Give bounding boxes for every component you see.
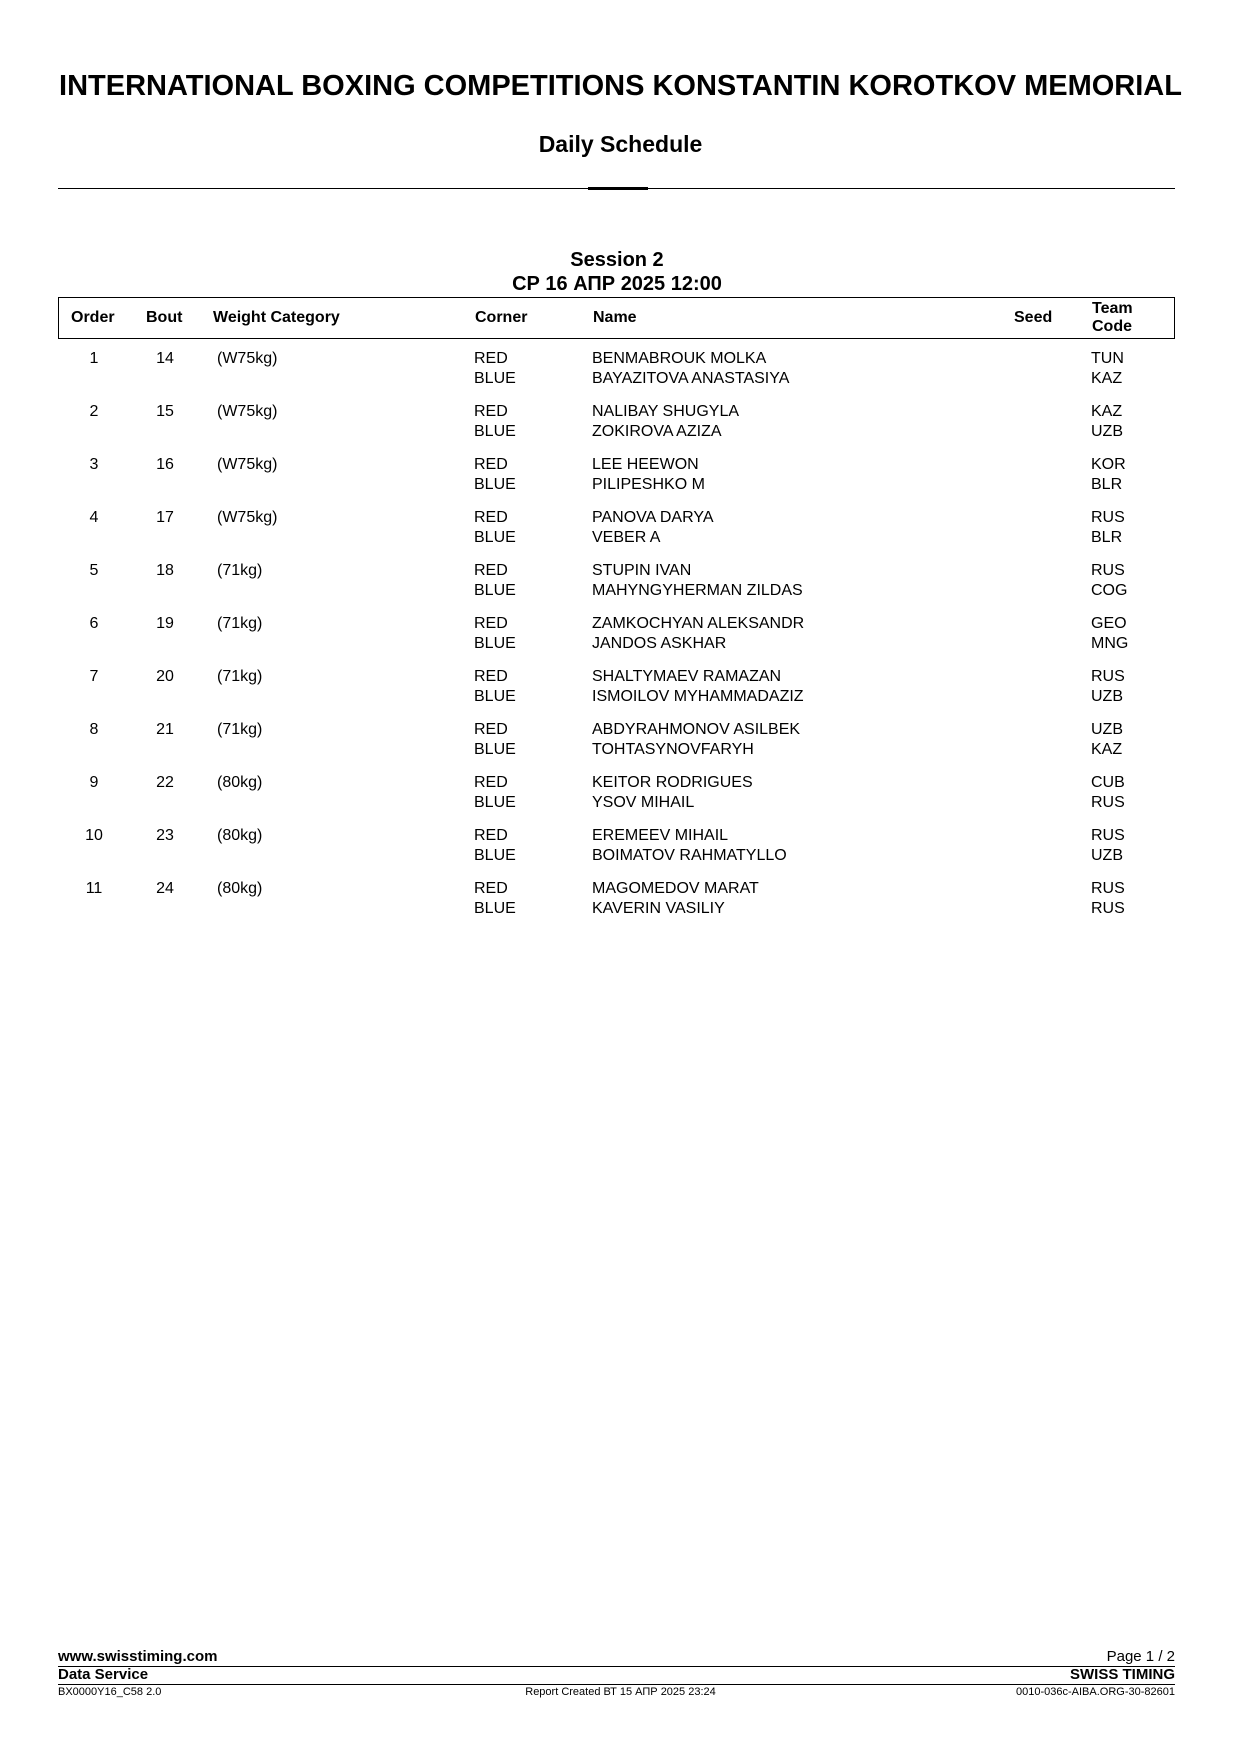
team-code-red: KOR — [1091, 456, 1126, 473]
boxer-name-blue: YSOV MIHAIL — [592, 794, 695, 811]
weight-category: (80kg) — [217, 880, 263, 897]
bout-number: 22 — [156, 774, 174, 791]
column-header-team-line2: Code — [1092, 318, 1132, 335]
corner-red: RED — [474, 721, 508, 738]
weight-category: (W75kg) — [217, 456, 278, 473]
bout-number: 24 — [156, 880, 174, 897]
team-code-blue: UZB — [1091, 423, 1123, 440]
bout-number: 20 — [156, 668, 174, 685]
weight-category: (71kg) — [217, 615, 263, 632]
footer-website: www.swisstiming.com — [58, 1648, 218, 1665]
corner-red: RED — [474, 827, 508, 844]
boxer-name-red: ZAMKOCHYAN ALEKSANDR — [592, 615, 805, 632]
bout-number: 14 — [156, 350, 174, 367]
corner-blue: BLUE — [474, 794, 516, 811]
column-header-order: Order — [71, 309, 115, 326]
bout-order: 9 — [89, 774, 99, 791]
bout-number: 23 — [156, 827, 174, 844]
corner-red: RED — [474, 615, 508, 632]
boxer-name-blue: JANDOS ASKHAR — [592, 635, 727, 652]
corner-red: RED — [474, 509, 508, 526]
title-divider-accent — [588, 187, 648, 190]
table-row — [58, 880, 1175, 933]
corner-blue: BLUE — [474, 741, 516, 758]
column-header-name: Name — [593, 309, 637, 326]
corner-blue: BLUE — [474, 900, 516, 917]
table-row — [58, 509, 1175, 562]
team-code-blue: BLR — [1091, 529, 1123, 546]
boxer-name-blue: TOHTASYNOVFARYH — [592, 741, 754, 758]
table-row — [58, 350, 1175, 403]
weight-category: (W75kg) — [217, 350, 278, 367]
boxer-name-red: KEITOR RODRIGUES — [592, 774, 753, 791]
column-header-bout: Bout — [146, 309, 183, 326]
corner-red: RED — [474, 403, 508, 420]
footer-divider-lower — [58, 1684, 1175, 1685]
boxer-name-red: ABDYRAHMONOV ASILBEK — [592, 721, 801, 738]
team-code-red: RUS — [1091, 509, 1125, 526]
corner-blue: BLUE — [474, 529, 516, 546]
table-row — [58, 456, 1175, 509]
boxer-name-red: STUPIN IVAN — [592, 562, 692, 579]
bout-order: 8 — [89, 721, 99, 738]
table-row — [58, 827, 1175, 880]
boxer-name-blue: VEBER A — [592, 529, 661, 546]
corner-blue: BLUE — [474, 847, 516, 864]
document-title: INTERNATIONAL BOXING COMPETITIONS KONSTANTIN KOROTKOV MEMORIAL — [59, 70, 1182, 102]
team-code-blue: COG — [1091, 582, 1128, 599]
boxer-name-red: EREMEEV MIHAIL — [592, 827, 729, 844]
table-row — [58, 668, 1175, 721]
bout-number: 21 — [156, 721, 174, 738]
corner-blue: BLUE — [474, 476, 516, 493]
weight-category: (71kg) — [217, 668, 263, 685]
column-header-seed: Seed — [1014, 309, 1053, 326]
bout-list — [58, 350, 1175, 933]
session-date: СР 16 АПР 2025 12:00 — [512, 273, 722, 295]
table-row — [58, 615, 1175, 668]
table-header — [58, 297, 1175, 339]
table-row — [58, 774, 1175, 827]
footer-report-created: Report Created ВТ 15 АПР 2025 23:24 — [525, 1686, 716, 1698]
team-code-red: RUS — [1091, 562, 1125, 579]
weight-category: (80kg) — [217, 774, 263, 791]
corner-blue: BLUE — [474, 688, 516, 705]
weight-category: (W75kg) — [217, 509, 278, 526]
bout-order: 7 — [89, 668, 99, 685]
footer-reference: 0010-036c-AIBA.ORG-30-82601 — [1016, 1686, 1175, 1698]
footer-page-number: Page 1 / 2 — [1106, 1648, 1175, 1665]
team-code-red: RUS — [1091, 880, 1125, 897]
corner-red: RED — [474, 456, 508, 473]
bout-order: 2 — [89, 403, 99, 420]
bout-number: 17 — [156, 509, 174, 526]
footer-divider-upper — [58, 1666, 1175, 1667]
bout-number: 15 — [156, 403, 174, 420]
column-header-weight: Weight Category — [213, 309, 340, 326]
footer-report-code: BX0000Y16_C58 2.0 — [58, 1686, 162, 1698]
table-row — [58, 721, 1175, 774]
team-code-red: RUS — [1091, 827, 1125, 844]
team-code-red: GEO — [1091, 615, 1127, 632]
bout-order: 4 — [89, 509, 99, 526]
team-code-blue: RUS — [1091, 794, 1125, 811]
footer-data-service: Data Service — [58, 1666, 149, 1683]
corner-blue: BLUE — [474, 582, 516, 599]
column-header-team-code — [1092, 300, 1133, 336]
team-code-blue: UZB — [1091, 688, 1123, 705]
table-row — [58, 403, 1175, 456]
boxer-name-blue: BAYAZITOVA ANASTASIYA — [592, 370, 790, 387]
bout-order: 5 — [89, 562, 99, 579]
team-code-blue: UZB — [1091, 847, 1123, 864]
footer-brand: SWISS TIMING — [1070, 1666, 1175, 1683]
weight-category: (W75kg) — [217, 403, 278, 420]
team-code-blue: MNG — [1091, 635, 1129, 652]
session-name: Session 2 — [570, 249, 664, 271]
weight-category: (71kg) — [217, 721, 263, 738]
weight-category: (80kg) — [217, 827, 263, 844]
boxer-name-red: SHALTYMAEV RAMAZAN — [592, 668, 782, 685]
boxer-name-red: PANOVA DARYA — [592, 509, 714, 526]
bout-number: 19 — [156, 615, 174, 632]
boxer-name-blue: PILIPESHKO M — [592, 476, 705, 493]
bout-order: 6 — [89, 615, 99, 632]
boxer-name-blue: BOIMATOV RAHMATYLLO — [592, 847, 787, 864]
boxer-name-red: MAGOMEDOV MARAT — [592, 880, 759, 897]
bout-order: 1 — [89, 350, 99, 367]
team-code-blue: BLR — [1091, 476, 1123, 493]
document-subtitle: Daily Schedule — [538, 131, 703, 157]
corner-red: RED — [474, 350, 508, 367]
corner-red: RED — [474, 668, 508, 685]
weight-category: (71kg) — [217, 562, 263, 579]
corner-blue: BLUE — [474, 635, 516, 652]
team-code-blue: RUS — [1091, 900, 1125, 917]
boxer-name-blue: KAVERIN VASILIY — [592, 900, 725, 917]
boxer-name-red: LEE HEEWON — [592, 456, 699, 473]
team-code-blue: KAZ — [1091, 370, 1123, 387]
bout-number: 18 — [156, 562, 174, 579]
corner-blue: BLUE — [474, 370, 516, 387]
column-header-team-line1: Team — [1092, 300, 1133, 317]
corner-red: RED — [474, 880, 508, 897]
corner-red: RED — [474, 562, 508, 579]
bout-order: 3 — [89, 456, 99, 473]
bout-order: 11 — [85, 880, 103, 897]
team-code-red: KAZ — [1091, 403, 1123, 420]
boxer-name-blue: ZOKIROVA AZIZA — [592, 423, 722, 440]
team-code-red: CUB — [1091, 774, 1125, 791]
boxer-name-blue: ISMOILOV MYHAMMADAZIZ — [592, 688, 804, 705]
boxer-name-blue: MAHYNGYHERMAN ZILDAS — [592, 582, 803, 599]
team-code-red: TUN — [1091, 350, 1124, 367]
team-code-red: RUS — [1091, 668, 1125, 685]
table-row — [58, 562, 1175, 615]
boxer-name-red: NALIBAY SHUGYLA — [592, 403, 740, 420]
team-code-red: UZB — [1091, 721, 1123, 738]
boxer-name-red: BENMABROUK MOLKA — [592, 350, 767, 367]
team-code-blue: KAZ — [1091, 741, 1123, 758]
column-header-corner: Corner — [475, 309, 528, 326]
corner-blue: BLUE — [474, 423, 516, 440]
bout-order: 10 — [85, 827, 103, 844]
bout-number: 16 — [156, 456, 174, 473]
corner-red: RED — [474, 774, 508, 791]
